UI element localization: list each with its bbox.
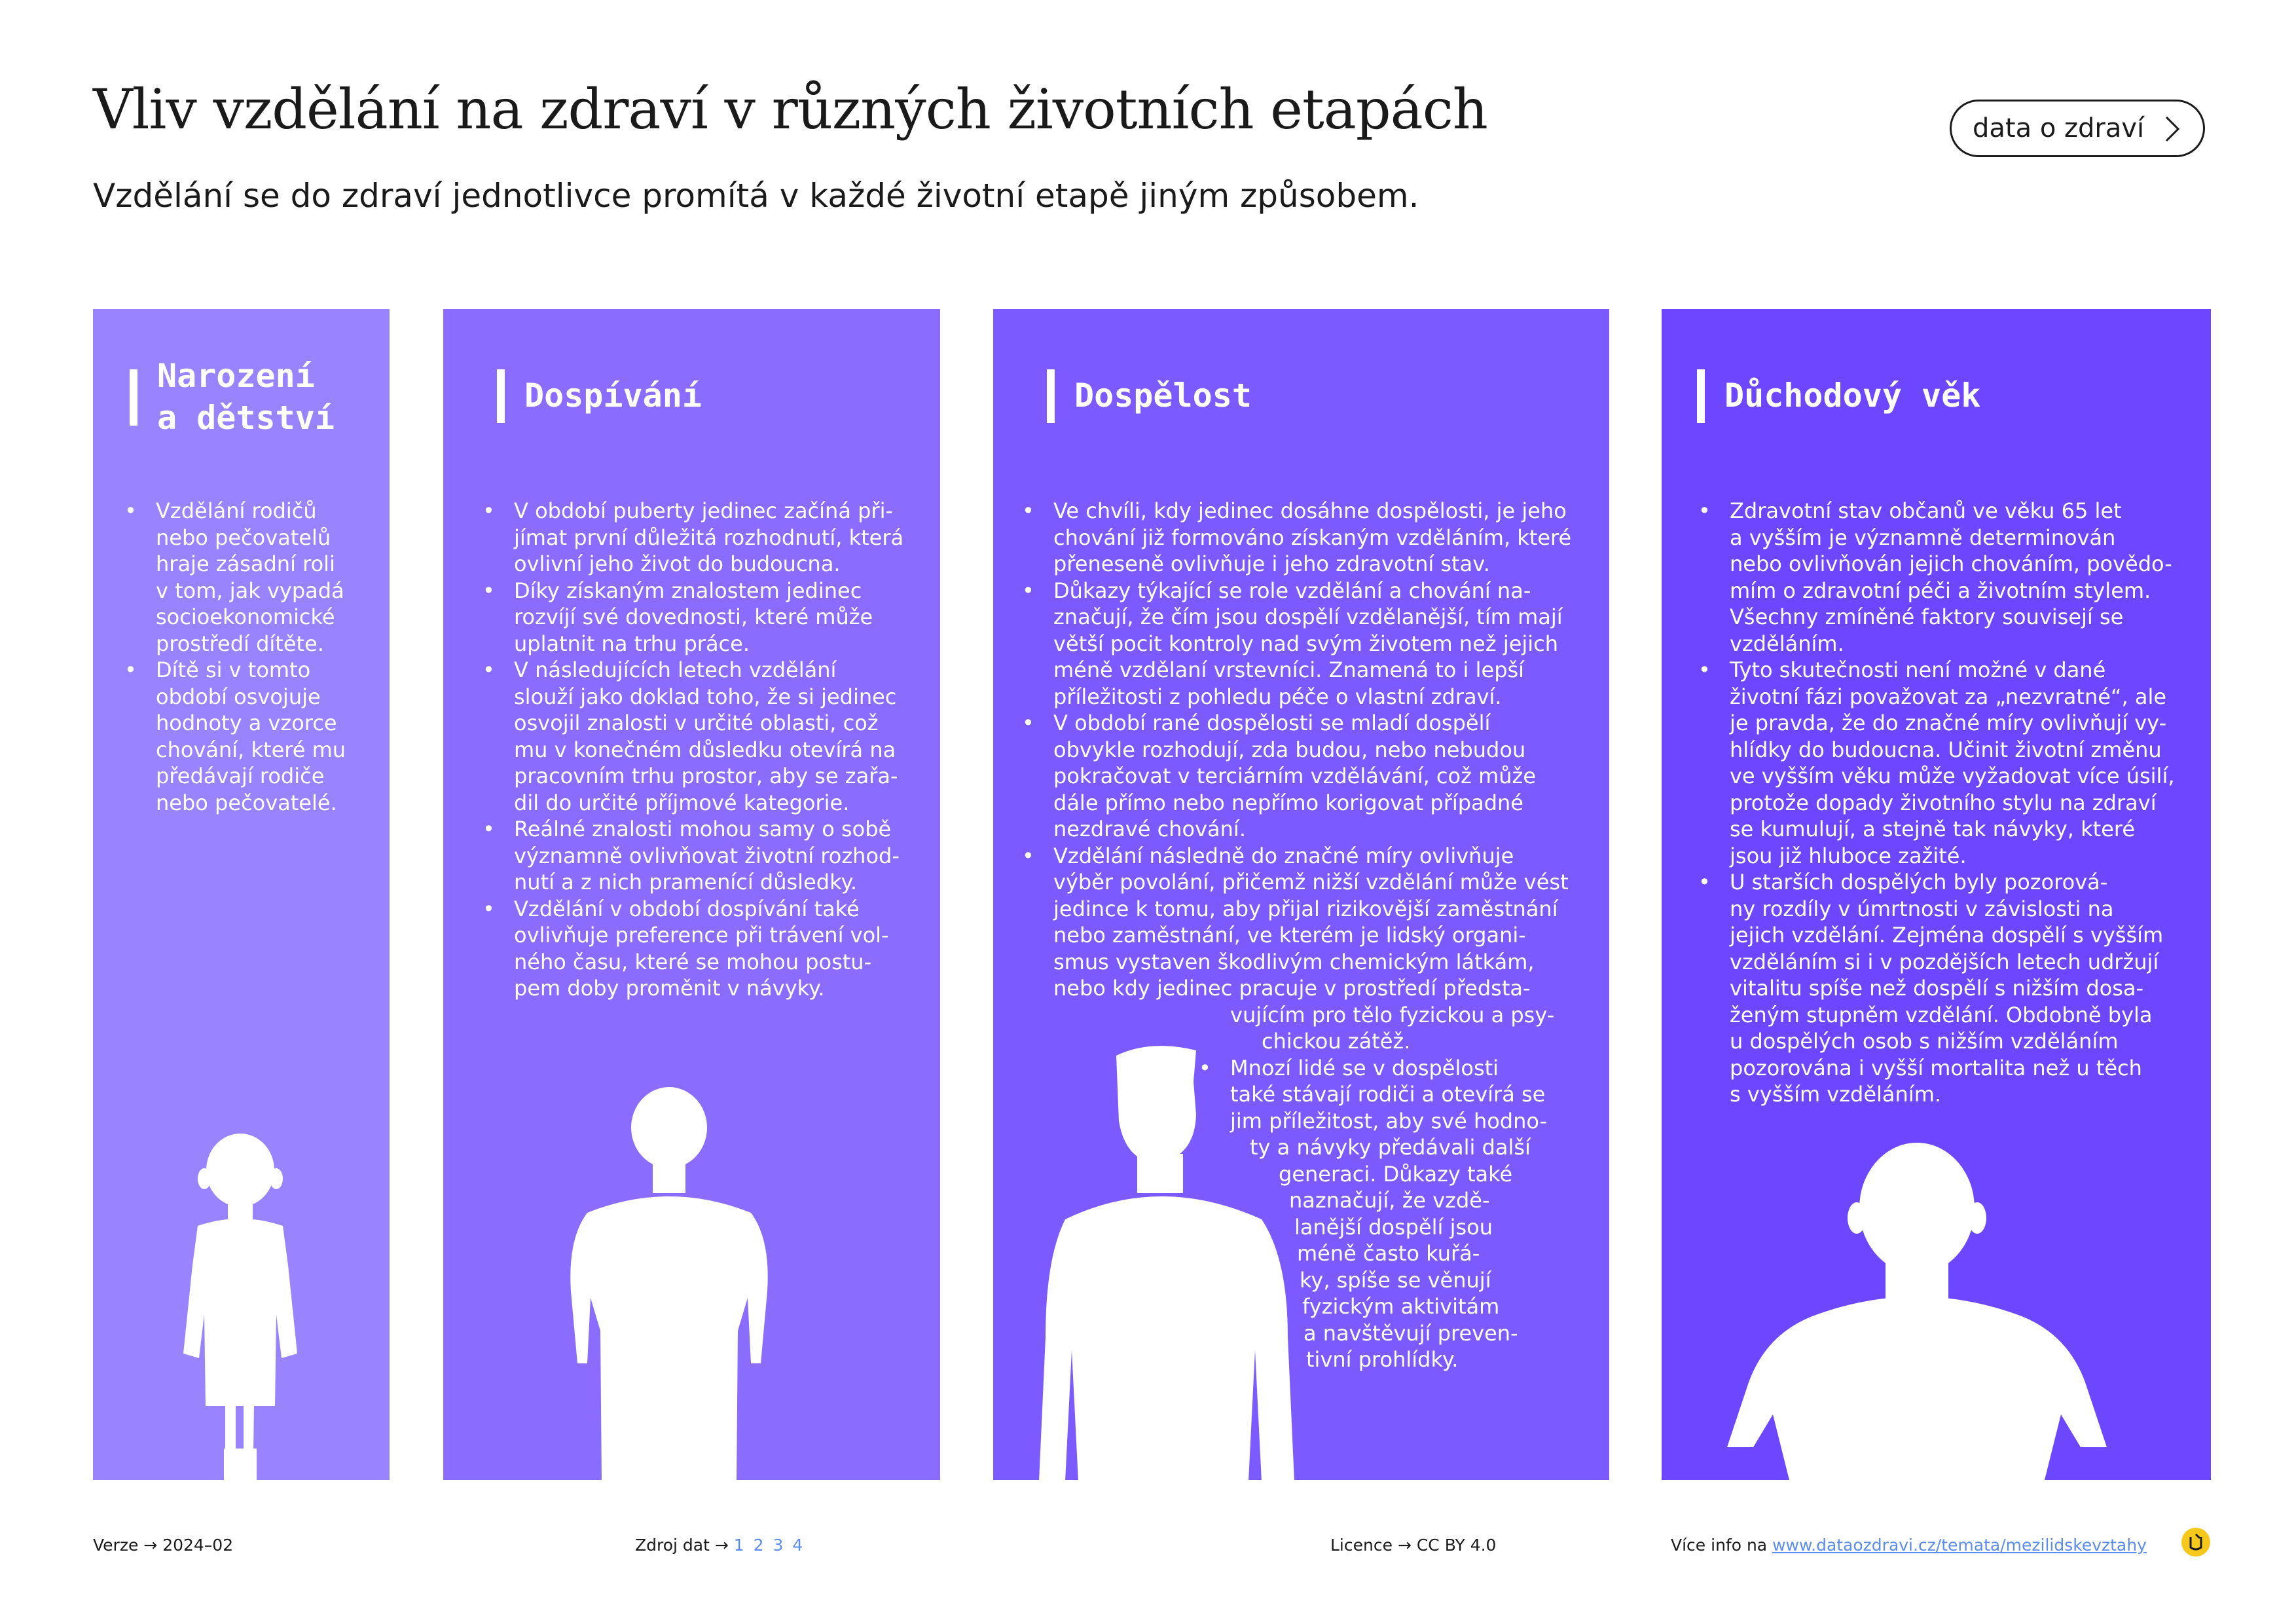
child-silhouette bbox=[172, 1128, 309, 1480]
license-label: Licence bbox=[1330, 1536, 1393, 1555]
version-value: 2024–02 bbox=[162, 1536, 234, 1555]
bullet-item bbox=[1696, 657, 2206, 869]
bullet-line: pozorována i vyšší mortalita než u těch bbox=[1730, 1055, 2142, 1080]
bullet-item bbox=[480, 896, 932, 1002]
bullet-line: • V období rané dospělosti se mladí dospělí bbox=[1053, 710, 1491, 735]
bullet-line: a vyšším je významně determinován bbox=[1730, 525, 2116, 550]
source-label: Zdroj dat bbox=[635, 1536, 710, 1555]
bullet-line: osvojil znalosti v určité oblasti, což bbox=[514, 710, 879, 735]
bullet-line: • Mnozí lidé se v dospělosti bbox=[1230, 1055, 1499, 1080]
bullet-line: vitalitu spíše než dospělí s nižším dosa- bbox=[1730, 976, 2144, 1001]
bullet-list bbox=[1696, 498, 2206, 1108]
brand-logo-icon bbox=[2181, 1528, 2210, 1557]
bullet-line: • U starších dospělých byly pozorová- bbox=[1730, 870, 2108, 895]
bullet-line: uplatnit na trhu práce. bbox=[514, 631, 750, 656]
bullet-item bbox=[1019, 498, 1595, 578]
panel-title bbox=[157, 355, 335, 439]
title-line: Důchodový věk bbox=[1724, 377, 1981, 415]
bullet-list bbox=[122, 498, 384, 816]
bullet-line: • Ve chvíli, kdy jedinec dosáhne dospělosti, je jeho bbox=[1053, 498, 1567, 523]
bullet-line: nebo pečovatelé. bbox=[156, 790, 337, 815]
bullet-line: ky, spíše se věnují bbox=[1300, 1267, 1491, 1293]
bullet-item bbox=[480, 498, 932, 578]
version-label: Verze bbox=[93, 1536, 139, 1555]
bullet-line: méně často kuřá- bbox=[1297, 1241, 1480, 1266]
panel-title bbox=[524, 375, 702, 416]
bullet-line: jim příležitost, aby své hodno- bbox=[1230, 1108, 1548, 1134]
bullet-line: pracovním trhu prostor, aby se zařa- bbox=[514, 764, 898, 788]
bullet-line: mím o zdravotní péči a životním stylem. bbox=[1730, 578, 2151, 603]
stage-panel-adolescence bbox=[443, 309, 940, 1480]
license-value: CC BY 4.0 bbox=[1416, 1536, 1497, 1555]
bullet-line: rozvíjí své dovednosti, které může bbox=[514, 604, 873, 629]
data-o-zdravi-button[interactable] bbox=[1950, 100, 2205, 157]
bullet-item bbox=[1019, 710, 1595, 843]
page-subtitle: Vzdělání se do zdraví jednotlivce promítá v každé životní etapě jiným způsobem. bbox=[93, 177, 1419, 215]
bullet-line: ovlivňuje preference při trávení vol- bbox=[514, 923, 889, 948]
senior-silhouette bbox=[1714, 1139, 2120, 1480]
footer-source bbox=[635, 1536, 807, 1555]
bullet-line: nutí a z nich pramenící důsledky. bbox=[514, 870, 857, 895]
bullet-line: větší pocit kontroly nad svým životem než jejich bbox=[1053, 631, 1559, 656]
footer-license bbox=[1330, 1536, 1496, 1555]
bullet-line: ovlivní jeho život do budoucna. bbox=[514, 551, 841, 576]
bullet-line: období osvojuje bbox=[156, 684, 321, 709]
bullet-line: • Důkazy týkající se role vzdělání a chování na- bbox=[1053, 578, 1531, 603]
bullet-line: hodnoty a vzorce bbox=[156, 710, 337, 735]
panel-heading bbox=[130, 355, 335, 439]
bullet-item bbox=[122, 498, 384, 657]
bullet-line: méně vzdělaní vrstevníci. Znamená to i lepší bbox=[1053, 657, 1525, 682]
page-title: Vliv vzdělání na zdraví v různých životních etapách bbox=[93, 77, 1487, 141]
bullet-line: chování, které mu bbox=[156, 737, 346, 762]
bullet-line: • Díky získaným znalostem jedinec bbox=[514, 578, 862, 603]
bullet-line: obvykle rozhodují, zda budou, nebo nebudou bbox=[1053, 737, 1526, 762]
title-line: Dospělost bbox=[1074, 377, 1252, 415]
bullet-line: životní fázi považovat za „nezvratné“, ale bbox=[1730, 684, 2167, 709]
bullet-line: jsou již hluboce zažité. bbox=[1730, 843, 1967, 868]
bullet-item bbox=[1696, 869, 2206, 1108]
bullet-item bbox=[480, 578, 932, 657]
bullet-line: významně ovlivňovat životní rozhod- bbox=[514, 843, 900, 868]
bullet-line: Všechny zmíněné faktory souvisejí se bbox=[1730, 604, 2124, 629]
bullet-item bbox=[1019, 578, 1595, 710]
bullet-line: dále přímo nebo nepřímo korigovat případné bbox=[1053, 790, 1523, 815]
bullet-line: chování již formováno získaným vzděláním, které bbox=[1053, 525, 1572, 550]
bullet-line: naznačují, že vzdě- bbox=[1289, 1188, 1490, 1213]
bullet-line: ženým stupněm vzdělání. Obdobně byla bbox=[1730, 1002, 2153, 1027]
bullet-line: předávají rodiče bbox=[156, 764, 325, 788]
bullet-line: vzděláním si i v pozdějších letech udržují bbox=[1730, 949, 2159, 974]
bullet-line: značují, že čím jsou dospělí vzdělanější, tím mají bbox=[1053, 604, 1563, 629]
teen-silhouette bbox=[561, 1082, 777, 1480]
bullet-line: vzděláním. bbox=[1730, 631, 1844, 656]
bullet-line: • Tyto skutečnosti není možné v dané bbox=[1730, 657, 2106, 682]
bullet-line: • Dítě si v tomto bbox=[156, 657, 311, 682]
bullet-line: tivní prohlídky. bbox=[1306, 1347, 1459, 1372]
bullet-line: se kumulují, a stejně tak návyky, které bbox=[1730, 817, 2136, 841]
bullet-line: lanější dospělí jsou bbox=[1294, 1214, 1493, 1240]
title-line: a dětství bbox=[157, 399, 335, 437]
bullet-line: chickou zátěž. bbox=[1262, 1029, 1411, 1054]
bullet-line: hlídky do budoucna. Učinit životní změnu bbox=[1730, 737, 2162, 762]
bullet-line: pem doby proměnit v návyky. bbox=[514, 976, 825, 1001]
bullet-list bbox=[1019, 498, 1595, 1373]
bullet-list bbox=[480, 498, 932, 1002]
bullet-line: s vyšším vzděláním. bbox=[1730, 1082, 1942, 1107]
bullet-line: protože dopady životního stylu na zdraví bbox=[1730, 790, 2157, 815]
bullet-line: je pravda, že do značné míry ovlivňují vy- bbox=[1730, 710, 2167, 735]
heading-bar bbox=[1047, 369, 1055, 423]
stage-panel-retirement bbox=[1662, 309, 2211, 1480]
bullet-line: • V následujících letech vzdělání bbox=[514, 657, 837, 682]
bullet-line: generaci. Důkazy také bbox=[1279, 1161, 1513, 1187]
bullet-item bbox=[1696, 498, 2206, 657]
bullet-line: • Vzdělání v období dospívání také bbox=[514, 896, 860, 921]
bullet-line: jedince k tomu, aby přijal rizikovější zaměstnání bbox=[1053, 896, 1558, 921]
bullet-line: u dospělých osob s nižším vzděláním bbox=[1730, 1029, 2119, 1054]
source-link-1[interactable]: 1 bbox=[733, 1536, 744, 1555]
bullet-item bbox=[122, 657, 384, 816]
footer-info bbox=[1671, 1536, 2147, 1555]
source-link-2[interactable]: 2 bbox=[753, 1536, 764, 1555]
bullet-line: fyzickým aktivitám bbox=[1302, 1294, 1500, 1319]
bullet-line: • Vzdělání rodičů bbox=[156, 498, 317, 523]
bullet-line: prostředí dítěte. bbox=[156, 631, 324, 656]
panel-heading bbox=[497, 355, 702, 423]
bullet-line: slouží jako doklad toho, že si jedinec bbox=[514, 684, 897, 709]
bullet-line: socioekonomické bbox=[156, 604, 335, 629]
panel-heading bbox=[1047, 355, 1252, 423]
source-link-4[interactable]: 4 bbox=[792, 1536, 803, 1555]
stage-panel-adulthood bbox=[993, 309, 1609, 1480]
bullet-line: ty a návyky předávali další bbox=[1250, 1135, 1531, 1160]
bullet-line: • Vzdělání následně do značné míry ovlivňuje bbox=[1053, 843, 1514, 868]
bullet-line: mu v konečném důsledku otevírá na bbox=[514, 737, 896, 762]
bullet-line: pokračovat v terciárním vzdělávání, což může bbox=[1053, 764, 1536, 788]
panel-heading bbox=[1697, 355, 1980, 423]
bullet-line: v tom, jak vypadá bbox=[156, 578, 344, 603]
bullet-line: • Reálné znalosti mohou samy o sobě bbox=[514, 817, 892, 841]
bullet-line: • V období puberty jedinec začíná při- bbox=[514, 498, 893, 523]
arrow-icon: → bbox=[143, 1536, 158, 1555]
bullet-line: vujícím pro tělo fyzickou a psy- bbox=[1230, 1002, 1555, 1027]
info-link[interactable]: www.dataozdravi.cz/temata/mezilidskevztahy bbox=[1772, 1536, 2147, 1555]
heading-bar bbox=[497, 369, 505, 423]
title-line: Dospívání bbox=[524, 377, 702, 415]
bullet-line: příležitosti z pohledu péče o vlastní zdraví. bbox=[1053, 684, 1502, 709]
panel-title bbox=[1724, 375, 1980, 416]
footer-version bbox=[93, 1536, 233, 1555]
info-label: Více info na bbox=[1671, 1536, 1768, 1555]
arrow-icon: → bbox=[1397, 1536, 1412, 1555]
bullet-line: také stávají rodiči a otevírá se bbox=[1230, 1082, 1546, 1107]
button-label: data o zdraví bbox=[1973, 113, 2145, 143]
bullet-line: ny rozdíly v úmrtnosti v závislosti na bbox=[1730, 896, 2114, 921]
bullet-line: nebo ovlivňován jejich chováním, povědo- bbox=[1730, 551, 2172, 576]
bullet-item bbox=[480, 657, 932, 816]
bullet-line: dil do určité příjmové kategorie. bbox=[514, 790, 850, 815]
panel-title bbox=[1074, 375, 1252, 416]
bullet-item bbox=[1019, 843, 1595, 1055]
bullet-line: nebo pečovatelů bbox=[156, 525, 331, 550]
bullet-line: smus vystaven škodlivým chemickým látkám, bbox=[1053, 949, 1535, 974]
logo-mark-icon bbox=[2181, 1528, 2210, 1557]
title-line: Narození bbox=[157, 357, 315, 395]
bullet-item bbox=[1196, 1055, 1595, 1373]
bullet-line: • Zdravotní stav občanů ve věku 65 let bbox=[1730, 498, 2122, 523]
heading-bar bbox=[130, 369, 137, 426]
bullet-line: ve vyšším věku může vyžadovat více úsilí, bbox=[1730, 764, 2175, 788]
bullet-line: hraje zásadní roli bbox=[156, 551, 335, 576]
bullet-line: nebo zaměstnání, ve kterém je lidský organi- bbox=[1053, 923, 1526, 948]
bullet-line: a navštěvují preven- bbox=[1303, 1320, 1518, 1346]
heading-bar bbox=[1697, 369, 1705, 423]
bullet-line: jímat první důležitá rozhodnutí, která bbox=[514, 525, 904, 550]
source-link-3[interactable]: 3 bbox=[773, 1536, 784, 1555]
bullet-line: nezdravé chování. bbox=[1053, 817, 1246, 841]
bullet-line: přeneseně ovlivňuje i jeho zdravotní stav. bbox=[1053, 551, 1490, 576]
bullet-line: ného času, které se mohou postu- bbox=[514, 949, 872, 974]
bullet-line: jejich vzdělání. Zejména dospělí s vyšším bbox=[1730, 923, 2164, 948]
bullet-line: výběr povolání, přičemž nižší vzdělání může vést bbox=[1053, 870, 1569, 895]
arrow-icon: → bbox=[714, 1536, 729, 1555]
stage-panel-childhood bbox=[93, 309, 390, 1480]
chevron-right-icon bbox=[2157, 115, 2186, 143]
bullet-line: nebo kdy jedinec pracuje v prostředí předsta- bbox=[1053, 976, 1531, 1001]
bullet-item bbox=[480, 816, 932, 896]
